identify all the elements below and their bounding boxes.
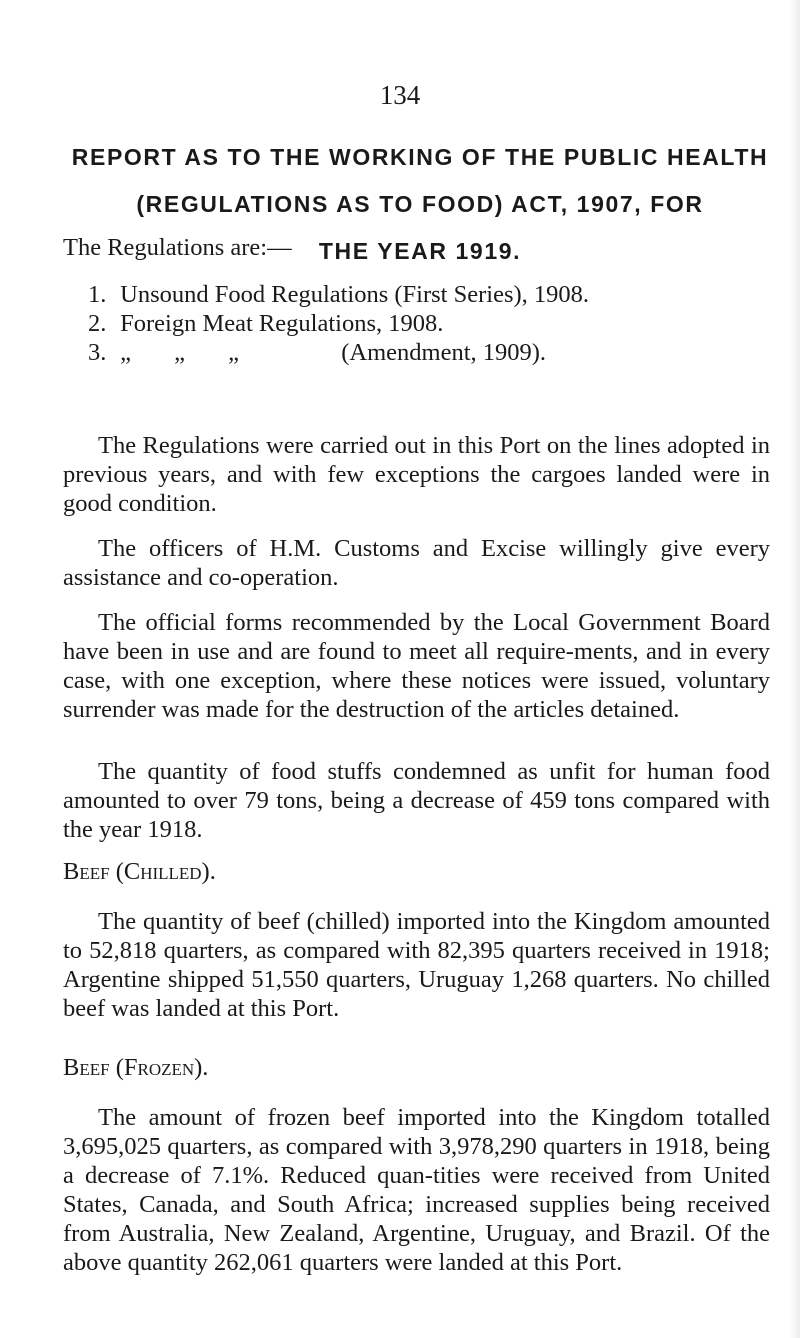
regulation-text: Unsound Food Regulations (First Series), 1908. xyxy=(120,281,590,308)
regulations-list xyxy=(88,280,788,367)
regulation-item xyxy=(88,338,788,367)
page-edge-shadow xyxy=(790,0,800,1338)
regulation-text: Foreign Meat Regulations, 1908. xyxy=(120,310,444,337)
ditto-mark: „ xyxy=(228,339,239,366)
ditto-marks xyxy=(120,338,335,367)
paragraph: The official forms recommended by the Local Government Board have been in use and are found to meet all require-ments, and in every case, with one exception, where these notices were issued, voluntary surrender was made for the destruction of the articles detained. xyxy=(63,609,770,723)
paragraph: The officers of H.M. Customs and Excise willingly give every assistance and co-operation. xyxy=(63,535,770,591)
paragraph: The Regulations were carried out in this Port on the lines adopted in previous years, and with few exceptions the cargoes landed were in good condition. xyxy=(63,432,770,517)
regulation-number: 3. xyxy=(88,339,107,366)
regulation-item xyxy=(88,280,788,309)
ditto-mark: „ xyxy=(120,339,131,366)
paragraph: The quantity of food stuffs condemned as unfit for human food amounted to over 79 tons, being a decrease of 459 tons compared with the year 1918. xyxy=(63,758,770,843)
regulation-text: (Amendment, 1909). xyxy=(341,339,547,366)
section-text-beef-chilled: The quantity of beef (chilled) imported into the Kingdom amounted to 52,818 quarters, as compared with 82,395 quarters received in 1918; Argentine shipped 51,550 quarters, Uruguay 1,268 quarters. No chilled beef was landed at this Port. xyxy=(63,908,770,1022)
regulation-item xyxy=(88,309,788,338)
section-text-beef-frozen: The amount of frozen beef imported into the Kingdom totalled 3,695,025 quarters, as compared with 3,978,290 quarters in 1918, being a decrease of 7.1%. Reduced quan-tities were received from United States, Canada, and South Africa; increased supplies being received from Australia, New Zealand, Argentine, Uruguay, and Brazil. Of the above quantity 262,061 quarters were landed at this Port. xyxy=(63,1104,770,1276)
title-line-3: THE YEAR 1919. xyxy=(318,238,522,264)
regulation-number: 2. xyxy=(88,310,107,337)
section-heading-beef-chilled: Beef (Chilled). xyxy=(63,858,216,885)
title-line-2: (REGULATIONS AS TO FOOD) ACT, 1907, FOR xyxy=(136,191,704,217)
regulation-number: 1. xyxy=(88,281,107,308)
regulations-intro: The Regulations are:— xyxy=(63,234,292,261)
title-line-1: REPORT AS TO THE WORKING OF THE PUBLIC HEALTH xyxy=(71,144,769,170)
ditto-mark: „ xyxy=(174,339,185,366)
section-heading-beef-frozen: Beef (Frozen). xyxy=(63,1054,209,1081)
page-number: 134 xyxy=(379,80,421,110)
